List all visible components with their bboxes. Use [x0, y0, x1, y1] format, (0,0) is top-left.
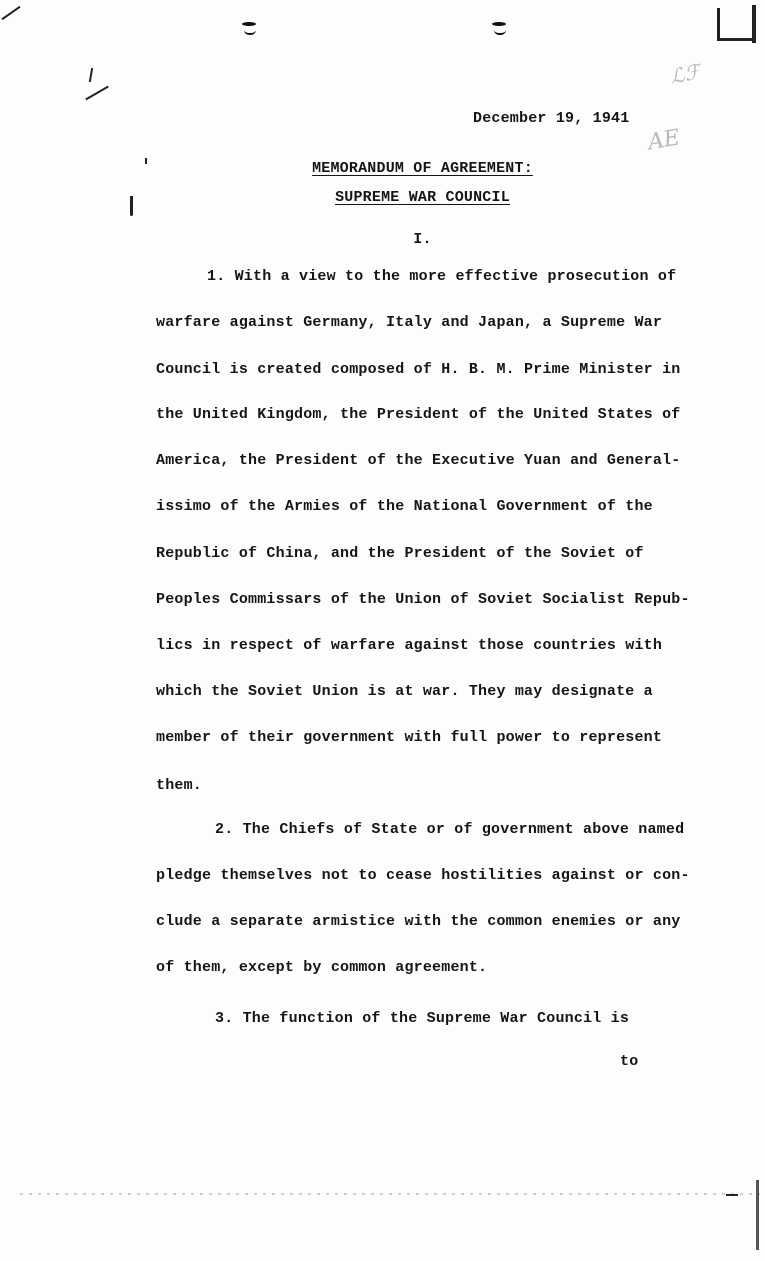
section-number: I.: [413, 231, 432, 248]
body-line-1: 1. With a view to the more effective prosecution of: [207, 268, 677, 285]
corner-line-mark: [1, 6, 20, 20]
document-title: MEMORANDUM OF AGREEMENT:: [312, 160, 533, 177]
body-line-6: issimo of the Armies of the National Government of the: [156, 498, 653, 515]
body-line-4: the United Kingdom, the President of the United States of: [156, 406, 681, 423]
body-line-5: America, the President of the Executive Yuan and General-: [156, 452, 681, 469]
margin-slash-mark: [85, 86, 109, 101]
body-line-14: pledge themselves not to cease hostilities against or con-: [156, 867, 690, 884]
document-date: December 19, 1941: [473, 110, 630, 127]
pencil-annotation: AE: [646, 125, 682, 156]
corner-clip-mark-base: [717, 38, 755, 41]
body-line-9: lics in respect of warfare against those countries with: [156, 637, 663, 654]
corner-clip-mark: [717, 8, 720, 40]
body-line-13: 2. The Chiefs of State or of government above named: [215, 821, 685, 838]
margin-tick-mark: [89, 68, 93, 82]
body-line-7: Republic of China, and the President of the Soviet of: [156, 545, 644, 562]
body-line-3: Council is created composed of H. B. M. Prime Minister in: [156, 361, 681, 378]
continuation-word: to: [620, 1053, 639, 1070]
corner-clip-mark-right: [752, 5, 756, 43]
body-line-15: clude a separate armistice with the common enemies or any: [156, 913, 681, 930]
body-line-16: of them, except by common agreement.: [156, 959, 488, 976]
document-subtitle: SUPREME WAR COUNCIL: [335, 189, 510, 206]
body-line-12: them.: [156, 777, 203, 794]
punch-hole-mark-right: [490, 22, 508, 34]
bottom-right-edge: [756, 1180, 759, 1250]
body-line-17: 3. The function of the Supreme War Council is: [215, 1010, 630, 1027]
bottom-right-mark: [726, 1194, 738, 1196]
body-line-10: which the Soviet Union is at war. They may designate a: [156, 683, 653, 700]
punch-hole-mark-left: [240, 22, 258, 34]
body-line-8: Peoples Commissars of the Union of Soviet Socialist Repub-: [156, 591, 690, 608]
pencil-scribble: ℒℱ: [667, 59, 703, 89]
body-line-2: warfare against Germany, Italy and Japan, a Supreme War: [156, 314, 663, 331]
body-line-11: member of their government with full power to represent: [156, 729, 663, 746]
page-edge-shadow: [20, 1193, 760, 1195]
